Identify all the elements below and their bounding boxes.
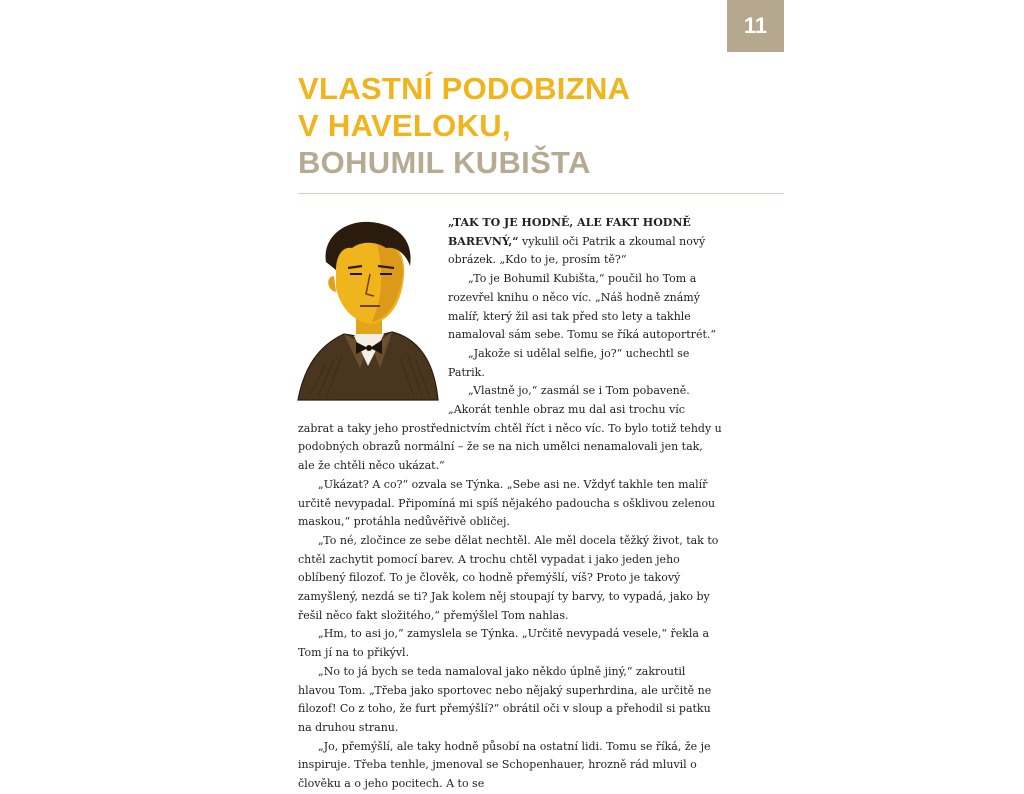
lead-sentence: „TAK TO JE HODNĚ, ALE FAKT HODNĚ BAREVNÝ,“ <box>448 216 691 248</box>
paragraph-9: „Jo, přemýšlí, ale taky hodně působí na ostatní lidi. Tomu se říká, že je inspiruje. Třeba tenhle, jmenoval se Schopenhauer, hrozně rád mluvil o člověku a o jeho pocitech. A to se <box>298 739 711 791</box>
story-text <box>298 214 722 794</box>
page-number: 11 <box>743 13 768 38</box>
paragraph-2: „To je Bohumil Kubišta,“ poučil ho Tom a rozevřel knihu o něco víc. „Náš hodně známý malíř, který žil asi tak před sto lety a takhle namaloval sám sebe. Tomu se říká autoportrét.“ <box>448 272 716 342</box>
paragraph-4: „Vlastně jo,“ zasmál se i Tom pobaveně. „Akorát tenhle obraz mu dal asi trochu víc zabrat a taky jeho prostřednictvím chtěl říct i něco víc. To bylo totiž tehdy u podobných obrazů normální – že se na nich umělci nenamalovali jen tak, ale že chtěli něco ukázat.“ <box>298 384 722 473</box>
paragraph-7: „Hm, to asi jo,“ zamyslela se Týnka. „Určitě nevypadá vesele,“ řekla a Tom jí na to přikývl. <box>298 627 710 660</box>
paragraph-5: „Ukázat? A co?“ ozvala se Týnka. „Sebe asi ne. Vždyť takhle ten malíř určitě nevypadal. Připomíná mi spíš nějakého padoucha s ošklivou zelenou maskou,“ protáhla nedůvěřivě obličej. <box>298 477 716 529</box>
paragraph-6: „To né, zločince ze sebe dělat nechtěl. Ale měl docela těžký život, tak to chtěl zachytit pomocí barev. A trochu chtěl vypadat i jako jeden jeho oblíbený filozof. To je člověk, co hodně přemýšlí, víš? Proto je takový zamyšlený, nezdá se ti? Jak kolem něj stoupají ty barvy, to vypadá, jako by řešil něco fakt složitého,“ přemýšlel Tom nahlas. <box>298 533 719 622</box>
paragraph-8: „No to já bych se teda namaloval jako někdo úplně jiný,“ zakroutil hlavou Tom. „Třeba jako sportovec nebo nějaký superhrdina, ale určitě ne filozof! Co z toho, že furt přemýšlí?“ obrátil oči v sloup a přehodil si patku na druhou stranu. <box>298 664 712 734</box>
chapter-title <box>298 70 630 181</box>
portrait-wrap-space <box>298 214 448 408</box>
page-number-badge <box>727 0 784 52</box>
title-line-1: VLASTNÍ PODOBIZNA <box>298 71 631 106</box>
title-line-3: BOHUMIL KUBIŠTA <box>298 145 591 180</box>
paragraph-3: „Jakože si udělal selfie, jo?“ uchechtl se Patrik. <box>448 346 690 379</box>
title-line-2: V HAVELOKU, <box>298 108 511 143</box>
title-divider <box>298 193 784 194</box>
paragraph-1-rest: vykulil oči Patrik a zkoumal nový obrázek. „Kdo to je, prosím tě?“ <box>448 234 706 267</box>
